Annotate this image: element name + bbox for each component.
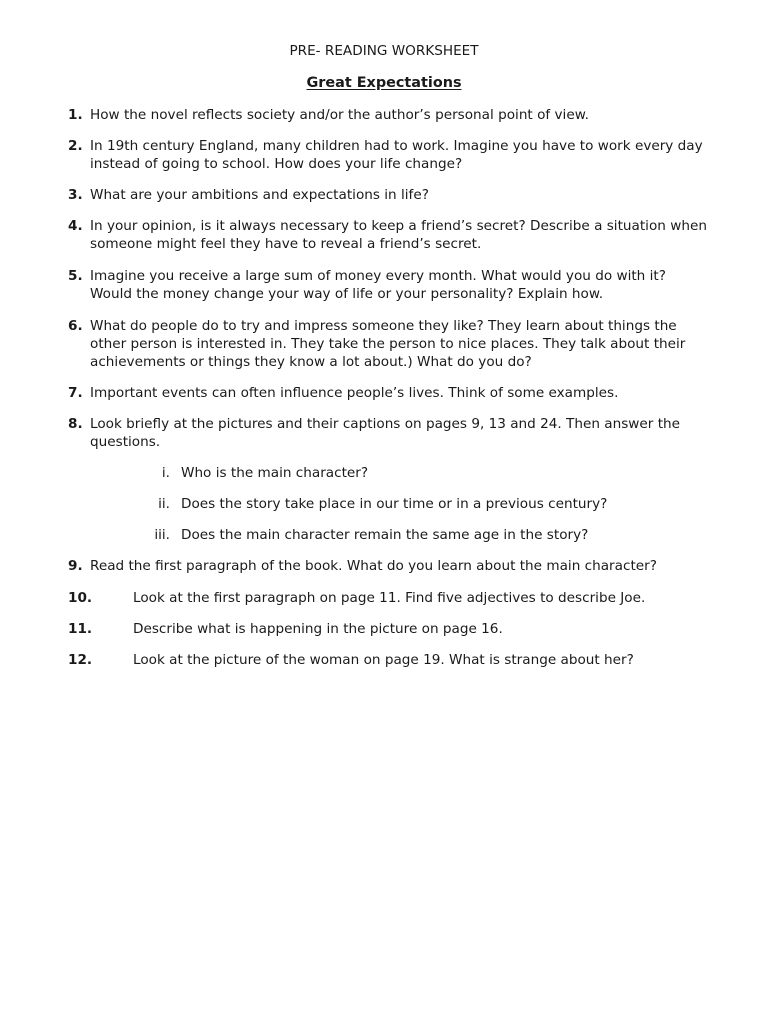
question-line: Look briefly at the pictures and their captions on pages 9, 13 and 24. Then answer the	[90, 416, 681, 432]
question-text	[90, 217, 730, 253]
question-text	[133, 589, 733, 607]
question-line: someone might feel they have to reveal a friend’s secret.	[90, 236, 482, 252]
question-line: achievements or things they know a lot about.) What do you do?	[90, 354, 532, 370]
question-line: Read the first paragraph of the book. What do you learn about the main character?	[90, 558, 657, 574]
question-text	[90, 106, 730, 124]
subquestion-text: Who is the main character?	[181, 465, 369, 481]
subquestion-text: Does the story take place in our time or in a previous century?	[181, 496, 608, 512]
question-line: What are your ambitions and expectations in life?	[90, 187, 429, 203]
question-line: Look at the picture of the woman on page 19. What is strange about her?	[133, 652, 634, 668]
page-title: PRE- READING WORKSHEET	[289, 43, 479, 59]
question-text	[90, 557, 730, 575]
question-text	[90, 186, 730, 204]
subquestion-number: ii.	[158, 496, 170, 512]
question-line: Would the money change your way of life or your personality? Explain how.	[90, 286, 604, 302]
question-text	[90, 384, 730, 402]
question-number: 4.	[68, 218, 83, 234]
question-text	[90, 415, 730, 451]
question-number: 11.	[68, 621, 93, 637]
question-number: 7.	[68, 385, 83, 401]
page-subtitle	[0, 74, 768, 92]
question-line: other person is interested in. They take the person to nice places. They talk about their	[90, 336, 686, 352]
question-number: 3.	[68, 187, 83, 203]
question-line: In your opinion, is it always necessary to keep a friend’s secret? Describe a situation when	[90, 218, 707, 234]
question-number: 9.	[68, 558, 83, 574]
question-number: 10.	[68, 590, 93, 606]
question-number: 1.	[68, 107, 83, 123]
question-number: 8.	[68, 416, 83, 432]
question-number: 5.	[68, 268, 83, 284]
question-text	[90, 137, 730, 173]
question-line: Describe what is happening in the picture on page 16.	[133, 621, 503, 637]
question-number: 12.	[68, 652, 93, 668]
question-number: 6.	[68, 318, 83, 334]
question-line: How the novel reflects society and/or the author’s personal point of view.	[90, 107, 589, 123]
question-line: In 19th century England, many children had to work. Imagine you have to work every day	[90, 138, 703, 154]
question-line: Imagine you receive a large sum of money every month. What would you do with it?	[90, 268, 666, 284]
question-text	[90, 317, 730, 371]
question-text	[133, 620, 733, 638]
question-text	[133, 651, 733, 669]
subquestion-number: i.	[161, 465, 170, 481]
question-line: questions.	[90, 434, 161, 450]
subquestion-text: Does the main character remain the same age in the story?	[181, 527, 589, 543]
question-text	[90, 267, 730, 303]
question-line: Important events can often influence people’s lives. Think of some examples.	[90, 385, 619, 401]
question-line: What do people do to try and impress someone they like? They learn about things the	[90, 318, 677, 334]
subquestion-number: iii.	[154, 527, 170, 543]
subtitle-text: Great Expectations	[306, 75, 462, 91]
question-number: 2.	[68, 138, 83, 154]
question-line: Look at the first paragraph on page 11. Find five adjectives to describe Joe.	[133, 590, 646, 606]
question-line: instead of going to school. How does your life change?	[90, 156, 463, 172]
